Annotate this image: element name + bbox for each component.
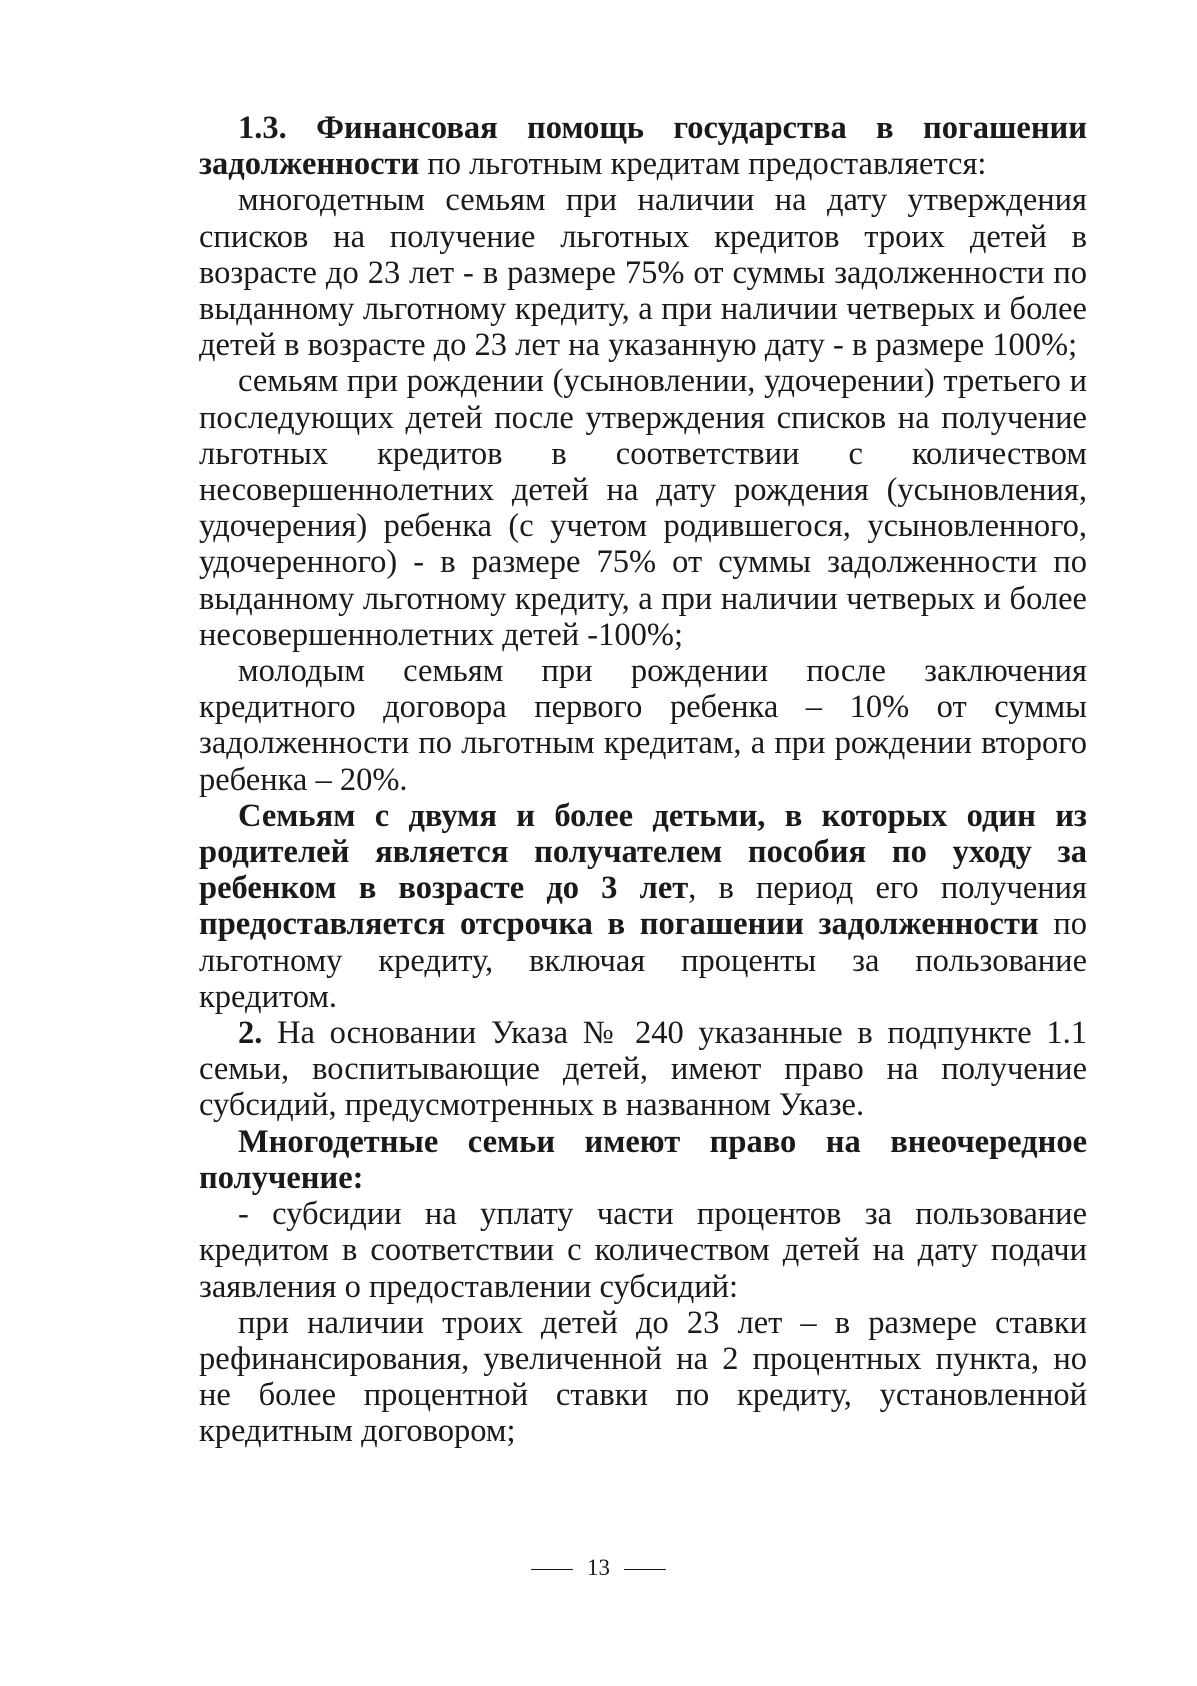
text-run: , в период его получения [688, 870, 1087, 907]
paragraph-section-2 [199, 1015, 1087, 1124]
paragraph-birth-third-child [199, 363, 1087, 653]
text-run: семьям при рождении (усыновлении, удочерении) третьего и последующих детей после утверждения списков на получение льготных кредитов в соответствии с количеством несовершеннолетних детей на дату рождения (усыновления, удочерения) ребенка (с учетом родившегося, усыновленного, удочеренного) - в размере 75% от суммы задолженности по выданному льготному кредиту, а при наличии четверых и более несовершеннолетних детей -100%; [199, 363, 1087, 653]
text-run: молодым семьям при рождении после заключения кредитного договора первого ребенка – 10% от суммы задолженности по льготным кредитам, а при рождении второго ребенка – 20%. [199, 653, 1087, 798]
text-run: На основании Указа № 240 указанные в подпункте 1.1 семьи, воспитывающие детей, имеют право на получение субсидий, предусмотренных в названном Указе. [199, 1015, 1087, 1124]
text-run: по льготным кредитам предоставляется: [419, 146, 987, 183]
paragraph-subsidy-interest [199, 1196, 1087, 1305]
section-number: 2. [238, 1015, 263, 1052]
section-heading: 1.3. Финансовая помощь государства в погашении задолженности [199, 110, 1087, 183]
paragraph-priority-right [199, 1124, 1087, 1196]
bold-run: Семьям с двумя и более детьми, в которых один из родителей является получателем пособия по уходу за ребенком в возрасте до 3 лет [199, 797, 1087, 907]
text-run: - субсидии на уплату части процентов за пользование кредитом в соответствии с количеством детей на дату подачи заявления о предоставлении субсидий: [199, 1196, 1087, 1305]
paragraph-1-3-heading [199, 110, 1087, 182]
text-run: при наличии троих детей до 23 лет – в размере ставки рефинансирования, увеличенной на 2 процентных пункта, но не более процентной ставки по кредиту, установленной кредитным договором; [199, 1304, 1087, 1450]
text-run: многодетным семьям при наличии на дату утверждения списков на получение льготных кредитов троих детей в возрасте до 23 лет - в размере 75% от суммы задолженности по выданному льготному кредиту, а при наличии четверых и более детей в возрасте до 23 лет на указанную дату - в размере 100%; [199, 182, 1087, 364]
bold-run: предоставляется отсрочка в погашении задолженности [199, 906, 1039, 943]
document-body [199, 110, 1087, 1450]
page-number: 13 [587, 1555, 610, 1580]
bold-run: Многодетные семьи имеют право на внеочередное получение: [199, 1123, 1087, 1196]
footer-rule-left [531, 1569, 573, 1570]
text-run: по льготному кредиту, включая проценты за пользование кредитом. [199, 906, 1087, 1015]
paragraph-large-families [199, 182, 1087, 363]
paragraph-young-families [199, 653, 1087, 798]
footer-rule-right [624, 1569, 666, 1570]
paragraph-deferral [199, 798, 1087, 1015]
paragraph-three-children-rate [199, 1305, 1087, 1450]
page-footer [0, 1554, 1197, 1582]
